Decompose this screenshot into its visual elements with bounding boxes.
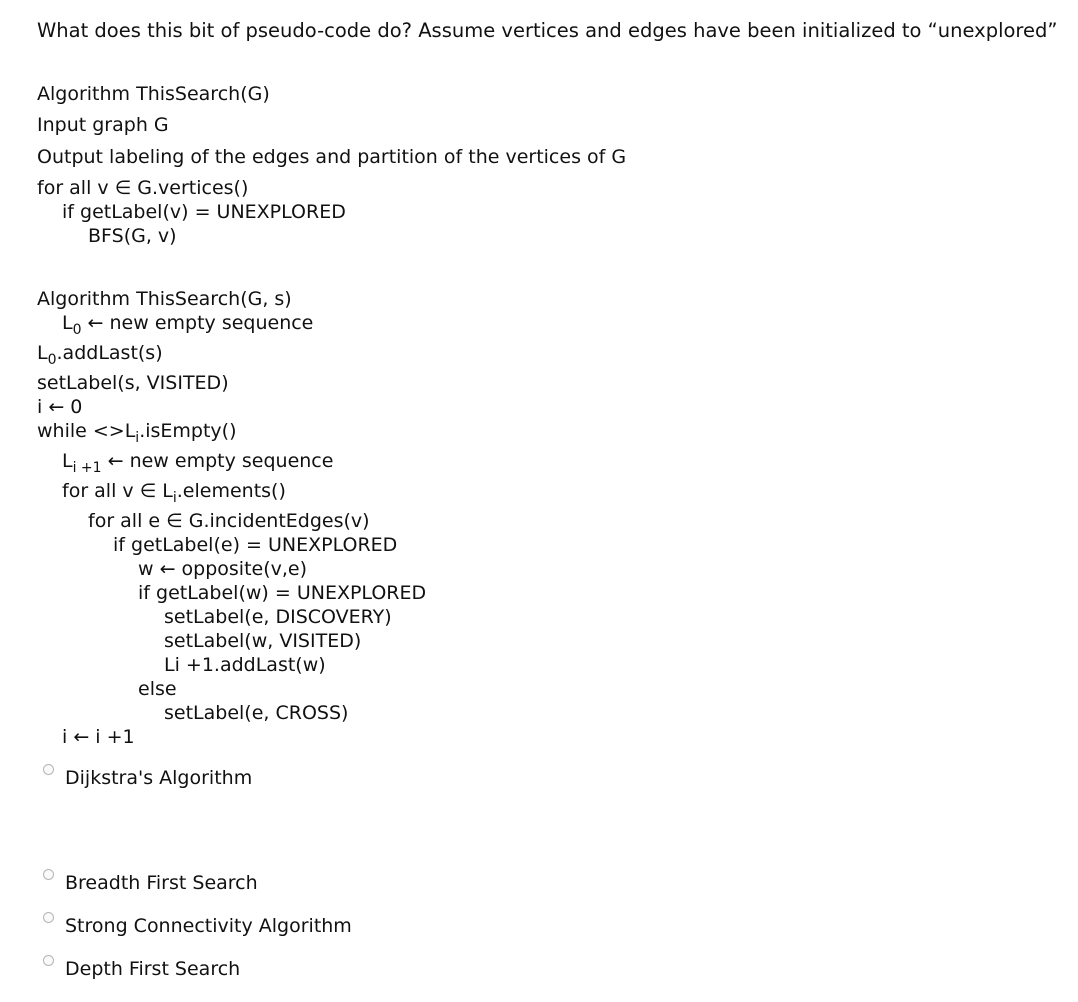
code-line: setLabel(w, VISITED) — [164, 630, 362, 652]
code-line: setLabel(s, VISITED) — [37, 372, 229, 394]
option-label-bfs[interactable]: Breadth First Search — [65, 872, 258, 894]
code-line: setLabel(e, DISCOVERY) — [164, 606, 392, 628]
code-line: else — [138, 678, 177, 700]
code-line: if getLabel(v) = UNEXPLORED — [62, 201, 346, 223]
code-line: setLabel(e, CROSS) — [164, 702, 349, 724]
code-line: Output labeling of the edges and partition of the vertices of G — [37, 146, 627, 168]
code-line: Input graph G — [37, 114, 169, 136]
code-line: if getLabel(e) = UNEXPLORED — [113, 534, 398, 556]
option-label-strong-connectivity[interactable]: Strong Connectivity Algorithm — [65, 915, 352, 937]
code-line: $L_0.addLast(s)$ — [37, 342, 163, 368]
code-line: w ← opposite(v,e) — [138, 558, 308, 580]
question-text: What does this bit of pseudo-code do? Assume vertices and edges have been initialized to “unexplored” — [37, 19, 1058, 42]
code-line: i ← i +1 — [62, 726, 135, 748]
option-label-dijkstra[interactable]: Dijkstra's Algorithm — [65, 767, 253, 789]
code-line: Li +1.addLast(w) — [164, 654, 326, 676]
code-line: if getLabel(w) = UNEXPLORED — [138, 582, 427, 604]
code-line: for all v ∈ $L_i.elements()$ — [62, 480, 286, 506]
option-radio-dijkstra[interactable] — [43, 764, 54, 775]
code-line: while $<>L_i.isEmpty()$ — [37, 420, 237, 446]
code-line: BFS(G, v) — [88, 225, 177, 247]
code-line: Algorithm ThisSearch(G, s) — [37, 288, 292, 310]
option-radio-strong-connectivity[interactable] — [43, 912, 54, 923]
code-line: $L_{i +1}$ ← new empty sequence — [62, 450, 334, 476]
code-line: i ← 0 — [37, 396, 83, 418]
code-line: Algorithm ThisSearch(G) — [37, 83, 270, 105]
option-radio-bfs[interactable] — [43, 869, 54, 880]
code-line: $L_0$ ← new empty sequence — [62, 312, 314, 338]
option-radio-dfs[interactable] — [43, 955, 54, 966]
code-line: for all v ∈ G.vertices() — [37, 177, 249, 199]
option-label-dfs[interactable]: Depth First Search — [65, 958, 241, 980]
code-line: for all e ∈ G.incidentEdges(v) — [88, 510, 370, 532]
